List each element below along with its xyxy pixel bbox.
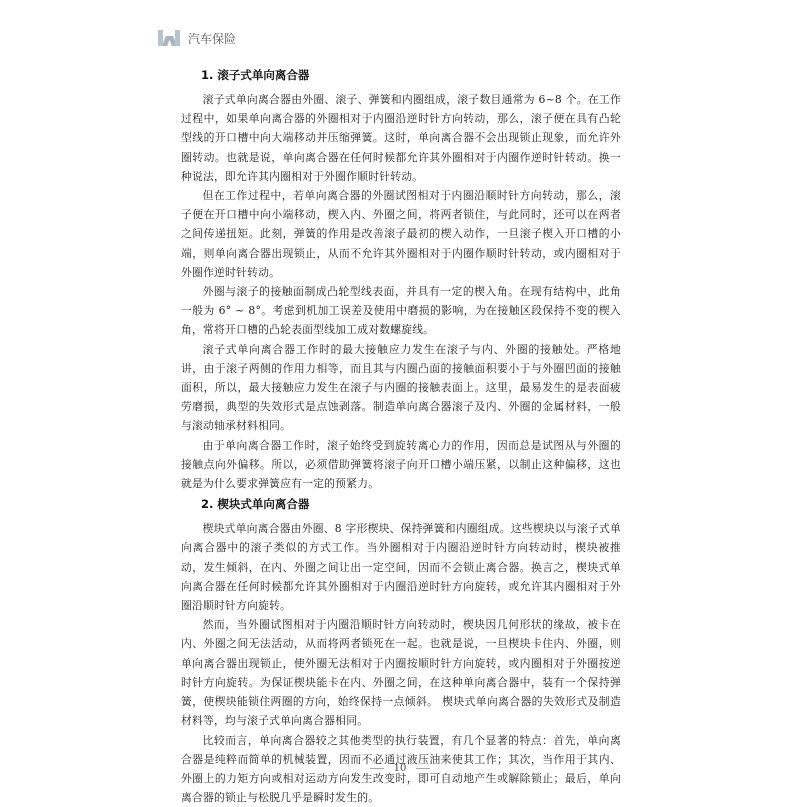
footer-rule-right xyxy=(416,768,430,769)
footer-rule-left xyxy=(370,768,384,769)
paragraph: 然而，当外圈试图相对于内圈沿顺时针方向转动时，楔块因几何形状的缘故，被卡在内、外圈之间无法活动，从而将两者锁死在一起。也就是说，一旦楔块卡住内、外圈，则单向离合器出现锁止，使外圈无法相对于内圈按顺时针方向旋转，或内圈相对于外圈按逆时针方向旋转。为保证楔块能卡在内、外圈之间，在这种单向离合器中，装有一个保持弹簧，使楔块能锁住两圈的方向，始终保持一点倾斜。 楔块式单向离合器的失效形式及制造材料等，均与滚子式单向离合器相同。 xyxy=(181,615,621,730)
page-body xyxy=(181,62,621,807)
paragraph: 由于单向离合器工作时，滚子始终受到旋转离心力的作用，因而总是试图从与外圈的接触点向外偏移。所以，必须借助弹簧将滚子向开口槽小端压紧，以制止这种偏移，这也就是为什么要求弹簧应有一定的预紧力。 xyxy=(181,436,621,494)
section-heading: 1. 滚子式单向离合器 xyxy=(201,64,621,86)
brand-logo-icon xyxy=(158,30,180,46)
section-heading: 2. 楔块式单向离合器 xyxy=(201,493,621,515)
paragraph: 但在工作过程中，若单向离合器的外圈试图相对于内圈沿顺时针方向转动，那么，滚子便在开口槽中向小端移动，楔入内、外圈之间，将两者锁住，与此同时，还可以在两者之间传递扭矩。此刻，弹簧的作用是改善滚子最初的楔入动作，一旦滚子楔入开口槽的小端，则单向离合器出现锁止，从而不允许其外圈相对于内圈作顺时针转动，或内圈相对于外圈作逆时针转动。 xyxy=(181,186,621,282)
paragraph: 楔块式单向离合器由外圈、8 字形楔块、保持弹簧和内圈组成。这些楔块以与滚子式单向离合器中的滚子类似的方式工作。当外圈相对于内圈沿逆时针方向转动时，楔块被推动，发生倾斜，在内、外圈之间让出一定空间，因而不会锁止离合器。换言之，楔块式单向离合器在任何时候都允许其外圈相对于内圈沿逆时针方向旋转，或允许其内圈相对于外圈沿顺时针方向旋转。 xyxy=(181,519,621,615)
paragraph: 滚子式单向离合器工作时的最大接触应力发生在滚子与内、外圈的接触处。严格地讲，由于滚子两侧的作用力相等，而且其与内圈凸面的接触面积要小于与外圈凹面的接触面积，所以，最大接触应力发生在滚子与内圈的接触表面上。这里，最易发生的是表面疲劳磨损，典型的失效形式是点蚀剥落。制造单向离合器滚子及内、外圈的金属材料，一般与滚动轴承材料相同。 xyxy=(181,340,621,436)
page-header xyxy=(158,28,236,48)
paragraph: 滚子式单向离合器由外圈、滚子、弹簧和内圈组成，滚子数目通常为 6~8 个。在工作过程中，如果单向离合器的外圈相对于内圈沿逆时针方向转动，那么，滚子便在具有凸轮型线的开口槽中向大端移动并压缩弹簧。这时，单向离合器不会出现锁止现象，而允许外圈转动。也就是说，单向离合器在任何时候都允许其外圈相对于内圈作逆时针转动。换一种说法，即允许其内圈相对于外圈作顺时针转动。 xyxy=(181,90,621,186)
running-header-title: 汽车保险 xyxy=(188,30,236,47)
paragraph: 比较而言，单向离合器较之其他类型的执行装置，有几个显著的特点：首先，单向离合器是纯粹而简单的机械装置，因而不必通过液压油来使其工作；其次，当作用于其内、外圈上的力矩方向或相对运动方向发生改变时，即可自动地产生或解除锁止；最后，单向离合器的锁止与松脱几乎是瞬时发生的。 xyxy=(181,731,621,807)
page-number: 10 xyxy=(394,763,407,774)
page-footer xyxy=(0,760,800,776)
paragraph: 外圈与滚子的接触面制成凸轮型线表面，并具有一定的楔入角。在现有结构中，此角一般为 6° ~ 8°。考虑到机加工误差及使用中磨损的影响，为在接触区段保持不变的楔入角，常将开口槽的凸轮表面型线加工成对数螺旋线。 xyxy=(181,282,621,340)
